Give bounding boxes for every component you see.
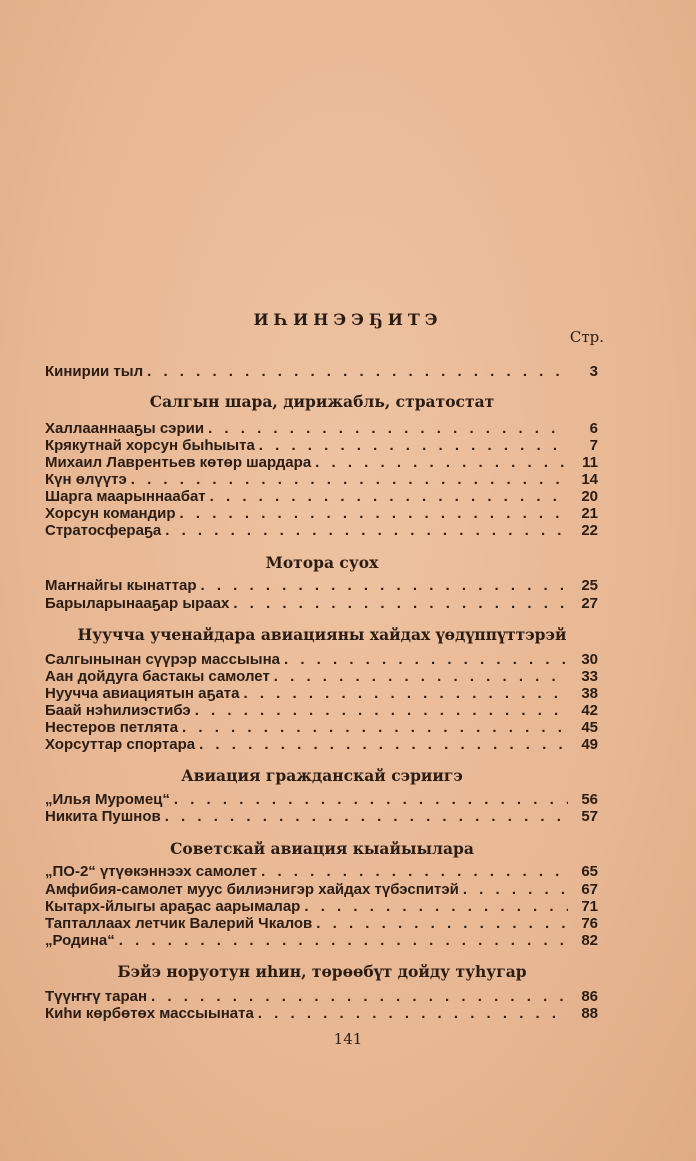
toc-entry-title: Киһи көрбөтөх массыыната (45, 1005, 254, 1022)
toc-entry-title: Маҥнайгы кынаттар (45, 577, 197, 594)
toc-entry-title: Күн өлүүтэ (45, 471, 127, 488)
toc-entry (45, 807, 598, 827)
toc-entry-title: Нестеров петлята (45, 719, 179, 736)
toc-entry-title: Михаил Лаврентьев көтөр шардара (45, 454, 312, 471)
section-heading: Советскай авиация кыайыылара (170, 839, 474, 858)
toc-entry-page: 76 (581, 915, 598, 932)
leader-dots (147, 362, 568, 382)
toc-entry-title: Стратосфераҕа (45, 522, 162, 539)
toc-entry-page: 82 (581, 932, 598, 949)
toc-entry-page: 30 (581, 651, 598, 668)
toc-entry-title: Крякутнай хорсун быһыыта (45, 437, 255, 454)
toc-entry-page: 14 (581, 471, 598, 488)
toc-entry (45, 521, 598, 541)
toc-entry-title: Кинирии тыл (45, 363, 144, 380)
toc-entry-page: 71 (581, 898, 598, 915)
toc-entry (45, 362, 598, 382)
section-heading: Салгын шара, дирижабль, стратостат (149, 392, 495, 411)
toc-entry-title: Нуучча авиациятын аҕата (45, 685, 240, 702)
leader-dots (261, 862, 568, 882)
toc-entry-page: 11 (582, 454, 598, 471)
section-heading: Авиация гражданскай сэриигэ (181, 766, 463, 785)
toc-entry-page: 22 (581, 522, 598, 539)
toc-entry-page: 27 (581, 595, 598, 612)
page-column-label: Стр. (569, 328, 604, 346)
toc-entry-page: 21 (581, 505, 598, 522)
toc-entry-page: 33 (581, 668, 598, 685)
toc-entry-page: 65 (581, 863, 598, 880)
toc-entry-page: 38 (581, 685, 598, 702)
toc-entry-title: „Родина“ (45, 932, 115, 949)
toc-entry-page: 57 (581, 808, 598, 825)
toc-entry (45, 576, 598, 596)
toc-entry (45, 862, 598, 882)
toc-entry-title: Тапталлаах летчик Валерий Чкалов (45, 915, 313, 932)
toc-entry-page: 45 (581, 719, 598, 736)
section-heading: Нуучча ученайдара авиацияны хайдах үөдүппүттэрэй (77, 625, 567, 644)
toc-entry-title: Никита Пушнов (45, 808, 161, 825)
toc-entry-page: 7 (589, 437, 598, 454)
leader-dots (165, 521, 568, 541)
toc-entry-page: 49 (581, 736, 598, 753)
toc-entry-title: Барыларынааҕар ыраах (45, 595, 230, 612)
toc-entry-page: 88 (581, 1005, 598, 1022)
toc-entry-title: Хорсуттар спортара (45, 736, 196, 753)
toc-entry-title: Түүҥҥү таран (45, 988, 148, 1005)
toc-entry-title: „Илья Муромец“ (45, 791, 170, 808)
toc-entry-title: Аан дойдуга бастакы самолет (45, 668, 270, 685)
section-heading: Бэйэ норуотун иһин, төрөөбүт дойду туһугар (117, 962, 527, 981)
page-number: 141 (333, 1030, 363, 1048)
toc-entry-page: 42 (581, 702, 598, 719)
leader-dots (201, 576, 569, 596)
toc-entry-title: Хорсун командир (45, 505, 176, 522)
toc-entry-page: 67 (581, 881, 598, 898)
toc-entry-page: 3 (589, 363, 598, 380)
leader-dots (199, 735, 568, 755)
leader-dots (233, 594, 568, 614)
toc-entry-title: Халлааннааҕы сэрии (45, 420, 205, 437)
leader-dots (258, 1004, 568, 1024)
toc-entry-page: 6 (589, 420, 598, 437)
section-heading: Мотора суох (265, 553, 379, 572)
toc-entry-title: Шарга маарыннаабат (45, 488, 206, 505)
toc-entry-page: 25 (581, 577, 598, 594)
toc-entry-title: Баай нэһилиэстибэ (45, 702, 191, 719)
toc-entry (45, 1004, 598, 1024)
toc-entry-title: Салгынынан сүүрэр массыына (45, 651, 280, 668)
toc-entry-title: „ПО-2“ үтүөкэннээх самолет (45, 863, 258, 880)
leader-dots (165, 807, 568, 827)
toc-entry-page: 86 (581, 988, 598, 1005)
toc-entry (45, 931, 598, 951)
leader-dots (119, 931, 568, 951)
toc-entry-page: 20 (581, 488, 598, 505)
toc-entry-title: Кытарх-йлыгы араҕас аарымалар (45, 898, 301, 915)
toc-entry-page: 56 (581, 791, 598, 808)
toc-entry (45, 735, 598, 755)
toc-entry-title: Амфибия-самолет муус билиэнигэр хайдах түбэспитэй (45, 881, 459, 898)
page-title: ИҺИНЭЭҔИТЭ (253, 310, 443, 329)
toc-entry (45, 594, 598, 614)
